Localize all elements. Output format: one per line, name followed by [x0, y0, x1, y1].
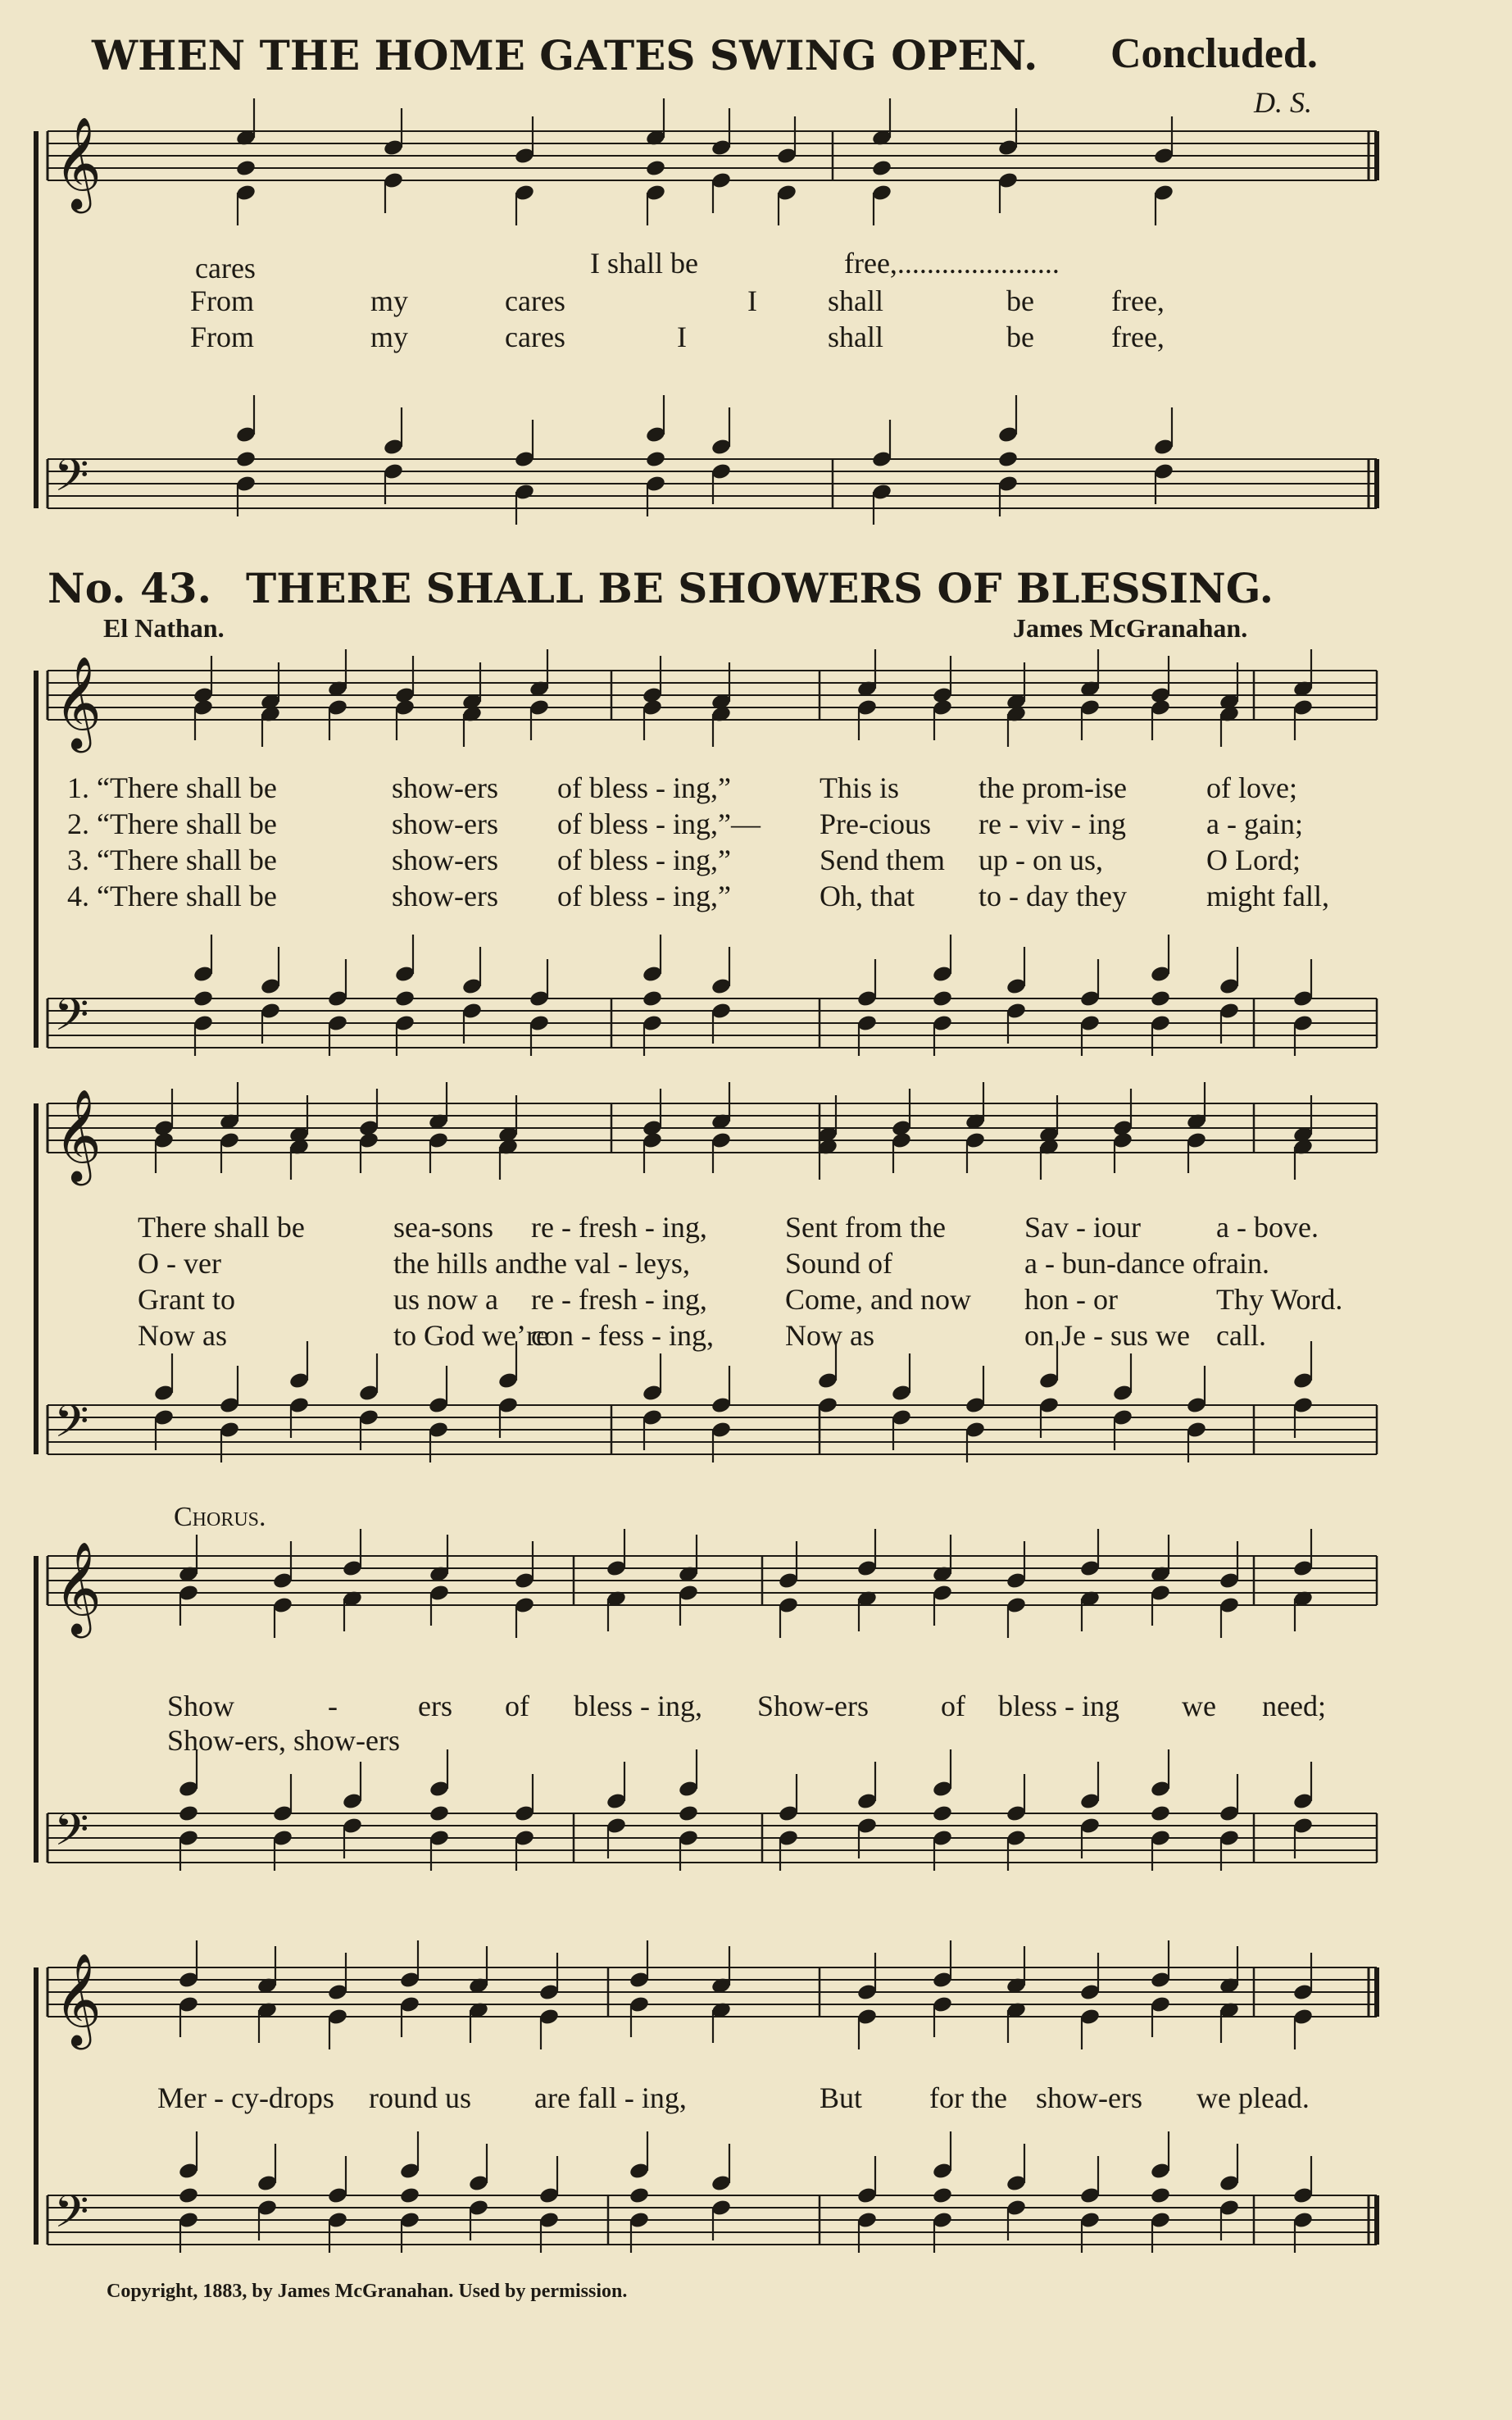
verse-4-phrase-a: of bless - ing,”	[557, 880, 731, 912]
treble-clef-icon: 𝄞	[54, 656, 102, 749]
hymn-number: No. 43.	[48, 564, 211, 612]
verse-4-phrase-a: to - day they	[978, 880, 1127, 912]
chorus-alt-line: Show-ers, show-ers	[167, 1724, 400, 1757]
verse-1-phrase-b: a - bove.	[1216, 1211, 1319, 1244]
treble-clef-icon: 𝄞	[54, 1541, 102, 1635]
c-bass-2-notehead	[178, 2186, 199, 2205]
top-lyric-3-d: I	[677, 321, 687, 353]
c-bass-1-notehead	[932, 1804, 953, 1823]
verse-2-phrase-a: of bless - ing,”—	[557, 807, 761, 840]
top-treble-notehead	[645, 159, 666, 178]
verse-2-phrase-a: show-ers	[392, 807, 498, 840]
verse-2-phrase-b: a - bun-dance of	[1024, 1247, 1217, 1280]
chorus-label: Chorus.	[174, 1502, 266, 1532]
verse-1-phrase-a: show-ers	[392, 771, 498, 804]
v-bass-1-notehead	[1150, 989, 1171, 1008]
chorus-word: are fall - ing,	[534, 2081, 687, 2114]
verse-2-phrase-a: Pre-cious	[820, 807, 931, 840]
v-bass-1-notehead	[932, 989, 953, 1008]
verse-4-phrase-a: Oh, that	[820, 880, 915, 912]
treble-clef-icon: 𝄞	[54, 1089, 102, 1182]
verse-2-phrase-a: 2. “There shall be	[67, 807, 277, 840]
treble-clef-icon: 𝄞	[54, 1953, 102, 2046]
composer-credit: James McGranahan.	[1013, 613, 1248, 643]
c-bass-2-notehead	[1150, 2186, 1171, 2205]
verse-4-phrase-b: call.	[1216, 1319, 1266, 1352]
chorus-word: show-ers	[1036, 2081, 1142, 2114]
chorus-word: ers	[418, 1690, 452, 1722]
concluded-label: Concluded.	[1110, 30, 1318, 77]
verse-3-phrase-b: hon - or	[1024, 1283, 1118, 1316]
verse-3-phrase-b: Thy Word.	[1216, 1283, 1343, 1316]
chorus-word: Show-ers	[757, 1690, 869, 1722]
chorus-word: Mer - cy-drops	[157, 2081, 334, 2114]
bass-clef-icon: 𝄢	[54, 1804, 89, 1867]
chorus-word: of	[941, 1690, 965, 1722]
top-lyric-1-b: I shall be	[590, 247, 698, 280]
verse-4-phrase-a: show-ers	[392, 880, 498, 912]
verse-1-phrase-a: the prom-ise	[978, 771, 1127, 804]
top-bass-notehead	[645, 450, 666, 469]
c-bass-1-notehead	[429, 1804, 450, 1823]
top-lyric-1-a: cares	[195, 252, 256, 284]
verse-1-phrase-a: This is	[820, 771, 900, 804]
verse-4-phrase-b: on Je - sus we	[1024, 1319, 1190, 1352]
copyright-notice: Copyright, 1883, by James McGranahan. Used by permission.	[107, 2281, 628, 2302]
verse-1-phrase-b: re - fresh - ing,	[531, 1211, 707, 1244]
ds-marking: D. S.	[1254, 86, 1312, 119]
verse-4-phrase-a: might fall,	[1206, 880, 1329, 912]
verse-3-phrase-a: of bless - ing,”	[557, 844, 731, 876]
verse-4-phrase-b: Now as	[138, 1319, 227, 1352]
verse-3-phrase-b: us now a	[393, 1283, 498, 1316]
verse-3-phrase-a: show-ers	[392, 844, 498, 876]
bass-clef-icon: 𝄢	[54, 2186, 89, 2249]
top-lyric-2-b: my	[370, 284, 409, 317]
verse-3-phrase-a: 3. “There shall be	[67, 844, 277, 876]
verse-1-phrase-a: of bless - ing,”	[557, 771, 731, 804]
verse-4-phrase-b: to God we’re	[393, 1319, 549, 1352]
top-lyric-3-a: From	[190, 321, 255, 353]
top-bass-notehead	[235, 450, 257, 469]
lyricist-credit: El Nathan.	[103, 613, 225, 643]
chorus-word: bless - ing	[998, 1690, 1119, 1722]
v-bass-1-notehead	[394, 989, 415, 1008]
c-bass-1-notehead	[178, 1804, 199, 1823]
verse-2-phrase-b: Sound of	[785, 1247, 893, 1280]
top-treble-notehead	[235, 159, 257, 178]
v-bass-1-notehead	[642, 989, 663, 1008]
chorus-word: for the	[929, 2081, 1007, 2114]
chorus-word: need;	[1262, 1690, 1326, 1722]
v-bass-1-notehead	[193, 989, 214, 1008]
chorus-word: But	[820, 2081, 863, 2114]
c-bass-2-notehead	[932, 2186, 953, 2205]
verse-4-phrase-a: 4. “There shall be	[67, 880, 277, 912]
treble-clef-icon: 𝄞	[54, 116, 102, 210]
top-lyric-2-e: shall	[828, 284, 883, 317]
verse-4-phrase-b: Now as	[785, 1319, 874, 1352]
verse-2-phrase-b: rain.	[1216, 1247, 1269, 1280]
top-song-title: WHEN THE HOME GATES SWING OPEN.	[92, 31, 1038, 80]
chorus-word: Show	[167, 1690, 235, 1722]
c-bass-2-notehead	[629, 2186, 650, 2205]
top-lyric-3-c: cares	[505, 321, 565, 353]
top-lyric-3-g: free,	[1111, 321, 1165, 353]
c-bass-1-notehead	[1150, 1804, 1171, 1823]
chorus-word: round us	[369, 2081, 471, 2114]
chorus-word: we plead.	[1196, 2081, 1310, 2114]
verse-4-phrase-b: con - fess - ing,	[531, 1319, 714, 1352]
top-lyric-1-c: free,......................	[844, 247, 1060, 280]
chorus-word: we	[1182, 1690, 1216, 1722]
top-lyric-2-a: From	[190, 284, 255, 317]
top-lyric-3-f: be	[1006, 321, 1034, 353]
c-bass-1-notehead	[678, 1804, 699, 1823]
verse-1-phrase-b: Sent from the	[785, 1211, 946, 1244]
bass-clef-icon: 𝄢	[54, 989, 89, 1052]
bass-clef-icon: 𝄢	[54, 1395, 89, 1458]
verse-3-phrase-a: O Lord;	[1206, 844, 1301, 876]
verse-1-phrase-b: Sav - iour	[1024, 1211, 1141, 1244]
verse-3-phrase-b: Come, and now	[785, 1283, 971, 1316]
top-lyric-2-c: cares	[505, 284, 565, 317]
verse-2-phrase-b: the hills and	[393, 1247, 538, 1280]
top-lyric-2-g: free,	[1111, 284, 1165, 317]
top-treble-notehead	[871, 159, 892, 178]
top-lyric-3-b: my	[370, 321, 409, 353]
verse-1-phrase-b: sea-sons	[393, 1211, 493, 1244]
verse-1-phrase-a: 1. “There shall be	[67, 771, 277, 804]
verse-3-phrase-a: up - on us,	[978, 844, 1103, 876]
top-lyric-2-f: be	[1006, 284, 1034, 317]
verse-3-phrase-a: Send them	[820, 844, 945, 876]
verse-2-phrase-b: the val - leys,	[531, 1247, 690, 1280]
top-lyric-2-d: I	[747, 284, 757, 317]
hymn-title: THERE SHALL BE SHOWERS OF BLESSING.	[246, 564, 1274, 612]
verse-2-phrase-b: O - ver	[138, 1247, 221, 1280]
verse-3-phrase-b: Grant to	[138, 1283, 235, 1316]
verse-1-phrase-b: There shall be	[138, 1211, 305, 1244]
verse-1-phrase-a: of love;	[1206, 771, 1297, 804]
chorus-word: -	[328, 1690, 338, 1722]
verse-2-phrase-a: a - gain;	[1206, 807, 1303, 840]
c-bass-2-notehead	[399, 2186, 420, 2205]
chorus-word: of	[505, 1690, 529, 1722]
bass-clef-icon: 𝄢	[54, 449, 89, 512]
chorus-word: bless - ing,	[574, 1690, 702, 1722]
top-lyric-3-e: shall	[828, 321, 883, 353]
verse-3-phrase-b: re - fresh - ing,	[531, 1283, 707, 1316]
verse-2-phrase-a: re - viv - ing	[978, 807, 1126, 840]
top-bass-notehead	[997, 450, 1019, 469]
